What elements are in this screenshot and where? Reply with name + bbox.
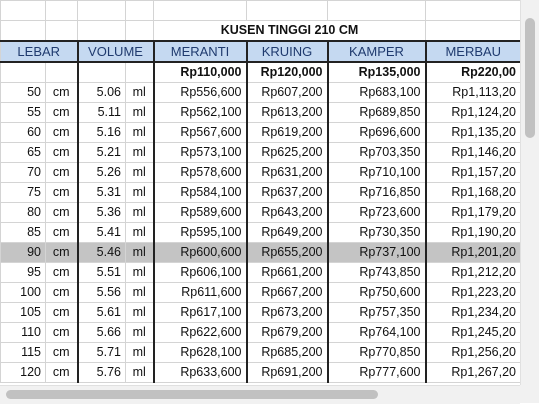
price-merbau[interactable]: Rp1,201,20 <box>426 243 521 263</box>
header-kamper[interactable]: KAMPER <box>328 41 426 62</box>
vertical-scrollbar[interactable] <box>520 0 539 385</box>
width-unit[interactable]: cm <box>46 203 78 223</box>
volume-value[interactable]: 5.31 <box>78 183 126 203</box>
table-row <box>1 203 521 223</box>
price-kamper[interactable]: Rp737,100 <box>328 243 426 263</box>
price-meranti[interactable]: Rp567,600 <box>154 123 247 143</box>
width-unit[interactable]: cm <box>46 103 78 123</box>
vertical-scroll-thumb[interactable] <box>525 18 535 138</box>
price-merbau[interactable]: Rp1,234,20 <box>426 303 521 323</box>
table-row <box>1 343 521 363</box>
volume-unit[interactable]: ml <box>126 303 154 323</box>
width-unit[interactable]: cm <box>46 183 78 203</box>
header-merbau[interactable]: MERBAU <box>426 41 521 62</box>
price-meranti[interactable]: Rp589,600 <box>154 203 247 223</box>
price-meranti[interactable]: Rp628,100 <box>154 343 247 363</box>
price-kruing[interactable]: Rp685,200 <box>247 343 328 363</box>
price-kamper[interactable]: Rp770,850 <box>328 343 426 363</box>
price-kruing[interactable]: Rp649,200 <box>247 223 328 243</box>
width-unit[interactable]: cm <box>46 343 78 363</box>
unit-price-kruing[interactable]: Rp120,000 <box>247 62 328 83</box>
volume-value[interactable]: 5.16 <box>78 123 126 143</box>
table-row <box>1 363 521 383</box>
price-meranti[interactable]: Rp578,600 <box>154 163 247 183</box>
price-kamper[interactable]: Rp764,100 <box>328 323 426 343</box>
unit-price-merbau[interactable]: Rp220,00 <box>426 62 521 83</box>
cell[interactable] <box>46 1 78 21</box>
width-unit[interactable]: cm <box>46 143 78 163</box>
volume-value[interactable]: 5.06 <box>78 83 126 103</box>
width-value[interactable]: 90 <box>1 243 46 263</box>
cell[interactable] <box>1 1 46 21</box>
volume-value[interactable]: 5.11 <box>78 103 126 123</box>
price-meranti[interactable]: Rp595,100 <box>154 223 247 243</box>
volume-unit[interactable]: ml <box>126 263 154 283</box>
width-unit[interactable]: cm <box>46 263 78 283</box>
width-unit[interactable]: cm <box>46 123 78 143</box>
scrollbar-corner <box>520 385 539 403</box>
blank-row <box>1 1 521 21</box>
header-lebar[interactable]: LEBAR <box>1 41 78 62</box>
table-row <box>1 83 521 103</box>
table-row <box>1 303 521 323</box>
price-kruing[interactable]: Rp667,200 <box>247 283 328 303</box>
cell[interactable] <box>1 62 46 83</box>
cell[interactable] <box>126 21 154 42</box>
price-kruing[interactable]: Rp613,200 <box>247 103 328 123</box>
price-kruing[interactable]: Rp619,200 <box>247 123 328 143</box>
volume-unit[interactable]: ml <box>126 323 154 343</box>
price-merbau[interactable]: Rp1,190,20 <box>426 223 521 243</box>
width-value[interactable]: 70 <box>1 163 46 183</box>
title-row <box>1 21 521 42</box>
price-meranti[interactable]: Rp622,600 <box>154 323 247 343</box>
width-value[interactable]: 95 <box>1 263 46 283</box>
unit-price-row <box>1 62 521 83</box>
table-row <box>1 323 521 343</box>
price-merbau[interactable]: Rp1,212,20 <box>426 263 521 283</box>
price-kamper[interactable]: Rp716,850 <box>328 183 426 203</box>
volume-value[interactable]: 5.56 <box>78 283 126 303</box>
table-row <box>1 283 521 303</box>
horizontal-scroll-thumb[interactable] <box>6 390 378 399</box>
volume-value[interactable]: 5.66 <box>78 323 126 343</box>
price-meranti[interactable]: Rp606,100 <box>154 263 247 283</box>
cell[interactable] <box>247 1 328 21</box>
cell[interactable] <box>1 21 46 42</box>
volume-unit[interactable]: ml <box>126 163 154 183</box>
price-merbau[interactable]: Rp1,223,20 <box>426 283 521 303</box>
price-kamper[interactable]: Rp703,350 <box>328 143 426 163</box>
price-meranti[interactable]: Rp556,600 <box>154 83 247 103</box>
volume-unit[interactable]: ml <box>126 123 154 143</box>
table-title[interactable]: KUSEN TINGGI 210 CM <box>154 21 426 42</box>
header-row <box>1 41 521 62</box>
width-value[interactable]: 75 <box>1 183 46 203</box>
volume-unit[interactable]: ml <box>126 243 154 263</box>
price-merbau[interactable]: Rp1,124,20 <box>426 103 521 123</box>
volume-unit[interactable]: ml <box>126 283 154 303</box>
volume-value[interactable]: 5.76 <box>78 363 126 383</box>
width-value[interactable]: 120 <box>1 363 46 383</box>
price-kamper[interactable]: Rp730,350 <box>328 223 426 243</box>
width-value[interactable]: 115 <box>1 343 46 363</box>
width-unit[interactable]: cm <box>46 363 78 383</box>
price-merbau[interactable]: Rp1,168,20 <box>426 183 521 203</box>
table-row <box>1 263 521 283</box>
width-unit[interactable]: cm <box>46 163 78 183</box>
volume-unit[interactable]: ml <box>126 203 154 223</box>
width-unit[interactable]: cm <box>46 283 78 303</box>
volume-value[interactable]: 5.46 <box>78 243 126 263</box>
cell[interactable] <box>126 1 154 21</box>
price-merbau[interactable]: Rp1,267,20 <box>426 363 521 383</box>
width-value[interactable]: 55 <box>1 103 46 123</box>
price-meranti[interactable]: Rp600,600 <box>154 243 247 263</box>
price-merbau[interactable]: Rp1,256,20 <box>426 343 521 363</box>
volume-unit[interactable]: ml <box>126 183 154 203</box>
table-row <box>1 243 521 263</box>
table-row <box>1 223 521 243</box>
volume-value[interactable]: 5.41 <box>78 223 126 243</box>
cell[interactable] <box>426 1 521 21</box>
price-meranti[interactable]: Rp611,600 <box>154 283 247 303</box>
price-kruing[interactable]: Rp637,200 <box>247 183 328 203</box>
width-value[interactable]: 50 <box>1 83 46 103</box>
price-kamper[interactable]: Rp683,100 <box>328 83 426 103</box>
cell[interactable] <box>126 62 154 83</box>
unit-price-meranti[interactable]: Rp110,000 <box>154 62 247 83</box>
cell[interactable] <box>78 21 126 42</box>
width-unit[interactable]: cm <box>46 83 78 103</box>
price-kamper[interactable]: Rp723,600 <box>328 203 426 223</box>
table-row <box>1 123 521 143</box>
price-merbau[interactable]: Rp1,135,20 <box>426 123 521 143</box>
header-meranti[interactable]: MERANTI <box>154 41 247 62</box>
price-meranti[interactable]: Rp584,100 <box>154 183 247 203</box>
volume-unit[interactable]: ml <box>126 83 154 103</box>
volume-unit[interactable]: ml <box>126 343 154 363</box>
price-kruing[interactable]: Rp673,200 <box>247 303 328 323</box>
table-row <box>1 143 521 163</box>
width-unit[interactable]: cm <box>46 243 78 263</box>
price-kruing[interactable]: Rp631,200 <box>247 163 328 183</box>
width-value[interactable]: 85 <box>1 223 46 243</box>
price-merbau[interactable]: Rp1,179,20 <box>426 203 521 223</box>
width-value[interactable]: 110 <box>1 323 46 343</box>
price-merbau[interactable]: Rp1,245,20 <box>426 323 521 343</box>
price-meranti[interactable]: Rp573,100 <box>154 143 247 163</box>
volume-unit[interactable]: ml <box>126 223 154 243</box>
price-kruing[interactable]: Rp625,200 <box>247 143 328 163</box>
header-kruing[interactable]: KRUING <box>247 41 328 62</box>
price-merbau[interactable]: Rp1,146,20 <box>426 143 521 163</box>
volume-unit[interactable]: ml <box>126 363 154 383</box>
width-value[interactable]: 80 <box>1 203 46 223</box>
price-kamper[interactable]: Rp710,100 <box>328 163 426 183</box>
price-kruing[interactable]: Rp607,200 <box>247 83 328 103</box>
price-kamper[interactable]: Rp757,350 <box>328 303 426 323</box>
price-kamper[interactable]: Rp689,850 <box>328 103 426 123</box>
cell[interactable] <box>154 1 247 21</box>
header-volume[interactable]: VOLUME <box>78 41 154 62</box>
width-value[interactable]: 60 <box>1 123 46 143</box>
volume-value[interactable]: 5.61 <box>78 303 126 323</box>
price-kamper[interactable]: Rp743,850 <box>328 263 426 283</box>
width-value[interactable]: 100 <box>1 283 46 303</box>
cell[interactable] <box>46 62 78 83</box>
cell[interactable] <box>328 1 426 21</box>
price-kamper[interactable]: Rp777,600 <box>328 363 426 383</box>
price-kruing[interactable]: Rp691,200 <box>247 363 328 383</box>
cell[interactable] <box>46 21 78 42</box>
width-value[interactable]: 65 <box>1 143 46 163</box>
unit-price-kamper[interactable]: Rp135,000 <box>328 62 426 83</box>
price-merbau[interactable]: Rp1,157,20 <box>426 163 521 183</box>
table-row <box>1 183 521 203</box>
cell[interactable] <box>78 1 126 21</box>
width-unit[interactable]: cm <box>46 323 78 343</box>
price-kruing[interactable]: Rp655,200 <box>247 243 328 263</box>
table-row <box>1 163 521 183</box>
volume-value[interactable]: 5.21 <box>78 143 126 163</box>
price-kamper[interactable]: Rp750,600 <box>328 283 426 303</box>
width-unit[interactable]: cm <box>46 223 78 243</box>
width-value[interactable]: 105 <box>1 303 46 323</box>
volume-value[interactable]: 5.71 <box>78 343 126 363</box>
table-row <box>1 103 521 123</box>
volume-unit[interactable]: ml <box>126 143 154 163</box>
volume-value[interactable]: 5.36 <box>78 203 126 223</box>
price-kruing[interactable]: Rp679,200 <box>247 323 328 343</box>
price-kruing[interactable]: Rp661,200 <box>247 263 328 283</box>
volume-unit[interactable]: ml <box>126 103 154 123</box>
price-meranti[interactable]: Rp617,100 <box>154 303 247 323</box>
cell[interactable] <box>78 62 126 83</box>
price-kamper[interactable]: Rp696,600 <box>328 123 426 143</box>
price-kruing[interactable]: Rp643,200 <box>247 203 328 223</box>
price-merbau[interactable]: Rp1,113,20 <box>426 83 521 103</box>
price-meranti[interactable]: Rp562,100 <box>154 103 247 123</box>
width-unit[interactable]: cm <box>46 303 78 323</box>
volume-value[interactable]: 5.26 <box>78 163 126 183</box>
horizontal-scrollbar[interactable] <box>0 385 520 404</box>
volume-value[interactable]: 5.51 <box>78 263 126 283</box>
price-meranti[interactable]: Rp633,600 <box>154 363 247 383</box>
cell[interactable] <box>426 21 521 42</box>
